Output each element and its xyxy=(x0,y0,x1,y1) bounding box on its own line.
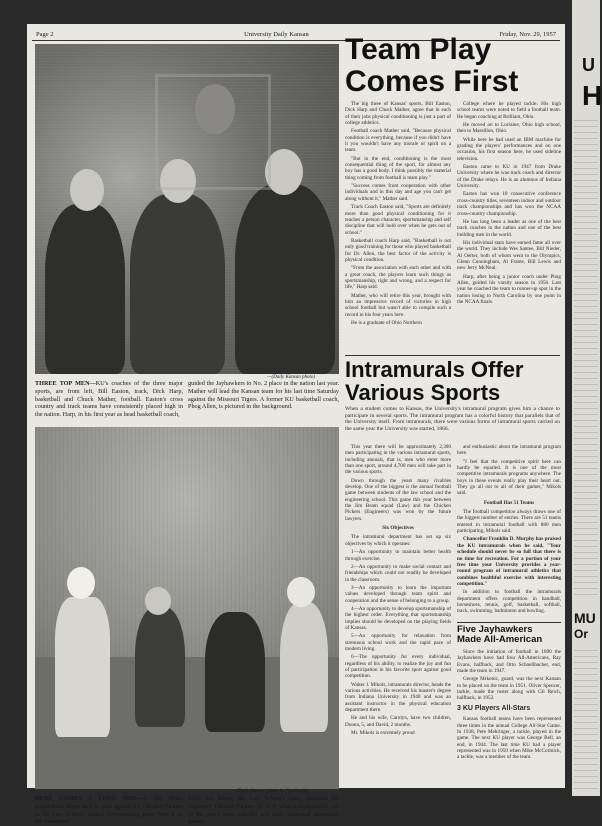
article-paragraph: College where he played tackle. His high school teams were noted to field a football team. He began coaching at Brilliant, Ohio. xyxy=(457,101,561,120)
team-play-headline: Team Play Comes First xyxy=(345,33,519,98)
intramurals-col2 xyxy=(457,444,561,620)
article-paragraph: This year there will be approximately 2,300 men participating in the various intramural sports, including annuals, that is, men who enter more than one sport, around 4,700 men will take part in the various sports. xyxy=(345,444,451,476)
article-paragraph: Six Objectives xyxy=(382,525,414,532)
article-paragraph: Mather, who will retire this year, brought with him an impressive record of victories in high school football but wasn't able to compile such a record in his four years here. xyxy=(345,292,451,318)
adjacent-headline-3: MU xyxy=(574,610,596,626)
article-paragraph: The intramural department has set up six objectives by which it operates: xyxy=(345,534,451,547)
adjacent-headline-2: H xyxy=(582,80,602,111)
article-paragraph: Easton has won 10 consecutive conference cross-country titles, seventeen indoor and outdoor track championships and has won the NCAA cross-country championship. xyxy=(457,191,561,217)
newspaper-page xyxy=(27,24,565,826)
all-american-text xyxy=(457,649,561,788)
article-paragraph: George Mrkonic, guard, was the next Kansan to be placed on the team in 1951. Oliver Spencer, tackle, made the roster along with Gil Reich, halfback, in 1952. xyxy=(457,676,561,702)
article-paragraph: 3 KU Players All-Stars xyxy=(457,704,531,712)
article-paragraph: Since the initiation of football in 1890 the Jayhawkers have had four All-Americans, Ray Evans, halfback, and Otto Schnellbacher, end, made the team in 1947. xyxy=(457,649,561,675)
article-paragraph: Track Coach Easton said, "Sports are definitely more than good physical conditioning for it teaches a person character, sportsmanship and self discipline that will hold over when he gets out of school." xyxy=(345,204,451,236)
adjacent-headline-1: U xyxy=(582,55,595,75)
article-paragraph: Chancellor Franklin D. Murphy has praised the KU intramurals when he said, "Your schedule should never be so full that there is no time for recreation. For a portion of your free time your University provides a year-round program of intramural athletics that combines healthful exercise with interesting competition." xyxy=(457,536,561,587)
bottom-caption-lead: HERE COMES A LONG ONE— xyxy=(35,795,143,802)
article-paragraph: "But in the end, conditioning is the most consequential thing of the sport, for almost any boy has a good body. I think possibly the material thing coming from football is team play." xyxy=(345,155,451,181)
article-paragraph: He moved on to Lorraine, Ohio high school, then to Massillon, Ohio. xyxy=(457,122,561,135)
story3-divider xyxy=(457,622,561,623)
article-paragraph: "From the association with each other and with a great coach, the players learn such things as sportsmanship, right and wrong, and a respect for life," Harp said. xyxy=(345,265,451,291)
intramurals-lead: When a student comes to Kansas, the University's intramural program gives him a chance to participate in several sports. The intramural program has a colorful history that parallels that of the University itself. From intramurals, there were various forms of intramural sports carried on the same year the University was started, 1866. xyxy=(345,406,560,433)
team-play-col2 xyxy=(457,101,561,351)
article-paragraph: Football Has 51 Teams xyxy=(483,499,535,506)
page-number: Page 2 xyxy=(36,31,54,38)
newspaper-name: University Daily Kansan xyxy=(244,31,309,38)
article-paragraph: He has long been a leader as one of the best track coaches in the nation and one of the best building men in the world. xyxy=(457,218,561,238)
article-paragraph: Down through the years many rivalries develop. One of the biggest is the annual football game between students of the law school and the engineering school. This game this year between the Jim Beam squad (Law) and the Chicken Pickers (Engineers) was won by the future lawyers. xyxy=(345,477,451,522)
article-paragraph: His individual stars have earned fame all over the world. They include Wes Santee, Bill Nieder, Al Oerter, both of whom went to the Olympics, Glenn Cunningham, Al Frame, Bill Lewis and new Jerry McNeal. xyxy=(457,239,561,272)
article-paragraph: 1—An opportunity to maintain better health through exercise. xyxy=(345,549,451,562)
all-american-headline: Five Jayhawkers Made All-American xyxy=(457,624,543,646)
bottom-photo-caption-left xyxy=(35,795,183,826)
article-paragraph: Mr. Mikols is extremely proud xyxy=(351,730,415,737)
intramurals-col1 xyxy=(345,444,451,788)
bottom-caption-text: A Jim Beam quarterback drops back to pass against the Chicken Pickers in the Law School's annual homecoming game Nov. 6 on the intramural xyxy=(35,795,183,826)
intramural-football-photo xyxy=(35,427,339,789)
article-paragraph: The football competition always draws one of the biggest number of entries. There are 51 teams entered in intramural football with 880 men participating, Mikols said. xyxy=(457,509,561,535)
article-paragraph: Basketball coach Harp said, "Basketball is not only good training for those who played basketball for Dr. Allen, the best factor of the activity is physical condition. xyxy=(345,237,451,263)
bottom-photo-credit: —(Daily Kansan photo by Jim Strohl) xyxy=(232,789,308,794)
article-paragraph: Easton came to KU in 1947 from Drake University where he was track coach and director of the Drake relays. He is an alumnus of Indiana University. xyxy=(457,164,561,190)
article-paragraph: and enthusiastic about the intramural program here. xyxy=(457,444,561,457)
top-photo-caption-left xyxy=(35,380,183,419)
article-paragraph: 2—An opportunity to make social contact and friendships which could not readily be developed in the classroom. xyxy=(345,563,451,583)
article-paragraph: 3—An opportunity to learn the important values developed through team spirit and cooperation and the sense of belonging to a group. xyxy=(345,584,451,604)
intramurals-headline: Intramurals Offer Various Sports xyxy=(345,357,524,406)
top-photo-credit: —(Daily Kansan photo) xyxy=(267,375,316,380)
article-paragraph: Harp, after being a junior coach under Phog Allen, guided his varsity season in 1956. Last year he coached the team to runner-up spot in the nation losing to North Carolina by one point in the NCAA finals. xyxy=(457,273,561,305)
coaches-photo xyxy=(35,44,339,374)
top-caption-lead: THREE TOP MEN— xyxy=(35,380,96,387)
article-paragraph: The big three of Kansas' sports, Bill Easton, Dick Harp and Chuck Mather, agree that in each of their jobs physical conditioning is just a part of college athletics. xyxy=(345,101,451,127)
article-paragraph: Walter J. Mikols, intramurals director, heads the various activities. He received his master's degree from Indiana University in 1940 and was an assistant instructor in the physical education department there. xyxy=(345,681,451,714)
team-play-col1 xyxy=(345,101,451,351)
article-paragraph: In addition to football the intramurals department offers competition in handball, horseshoes, tennis, golf, basketball, softball, track, swimming, badminton and bowling. xyxy=(457,589,561,615)
issue-date: Friday, Nov. 29, 1957 xyxy=(499,31,556,38)
article-paragraph: "I feel that the competitive spirit here can hardly be equaled. It is one of the most competitive intramurals programs anywhere. The boys in these events really play their heart out. They go all out to all of their games," Mikols said. xyxy=(457,458,561,497)
article-paragraph: 6—The opportunity for every individual, regardless of his ability, to realize the joy and fun of participation in his favorite sport against good competition. xyxy=(345,654,451,680)
article-paragraph: Football coach Mather said, "Because physical condition is everything, because if you didn't have it you wouldn't have any morale or spirit on a team. xyxy=(345,128,451,154)
article-paragraph: He and his wife, Carolyn, have two children, Donna, 5, and David, 2 months. xyxy=(345,715,451,728)
article-paragraph: While here he had used an IBM machine for grading the players' performances and on one occasion, his first season here, he used sideline television. xyxy=(457,136,561,162)
article-paragraph: "Success comes from cooperation with other individuals and in this day and age you can't get along without it," Mather said. xyxy=(345,183,451,202)
adjacent-headline-4: Or xyxy=(574,627,589,641)
bottom-photo-caption-right: field. Jim Beam, the Law School's team, defeated the engineers' Chicken Pickers 26-12 in what is traditionally one of the year's most colorful and hotly contested intramural games. xyxy=(188,795,339,826)
article-paragraph: He is a graduate of Ohio Northern xyxy=(351,320,422,326)
adjacent-page-edge xyxy=(572,0,600,796)
article-paragraph: 4—An opportunity to develop sportsmanship of the highest order. Everything that sportsmanship implies should be developed on the playing fields of Kansas. xyxy=(345,605,451,631)
story1-divider xyxy=(345,355,560,356)
top-caption-text: KU's coaches of the three major sports, are from left, Bill Easton, track, Dick Harp, basketball and Chuck Mather, football. Easton's cross country and track teams have consistently placed high in the nation. Harp, in his first year as head basketball coach, xyxy=(35,380,183,418)
top-photo-caption-right: guided the Jayhawkers to No. 2 place in the nation last year. Mather will lead the Kansan team for his last time Saturday against the Missouri Tigers. A former KU basketball coach, Phog Allen, is pictured in the background. xyxy=(188,380,339,411)
article-paragraph: Kansas football teams have been represented three times in the annual College All-Star Game. In 1938, Pete Mehringer, a tackle, played in the game. The next KU player was George Bell, an end, in 1944. The last time KU had a player represented was in 1950 when Mike McCormick, a tackle, was a member of the team. xyxy=(457,716,561,761)
article-paragraph: 5—An opportunity for relaxation from strenuous school work and the rapid pace of modern living. xyxy=(345,633,451,652)
